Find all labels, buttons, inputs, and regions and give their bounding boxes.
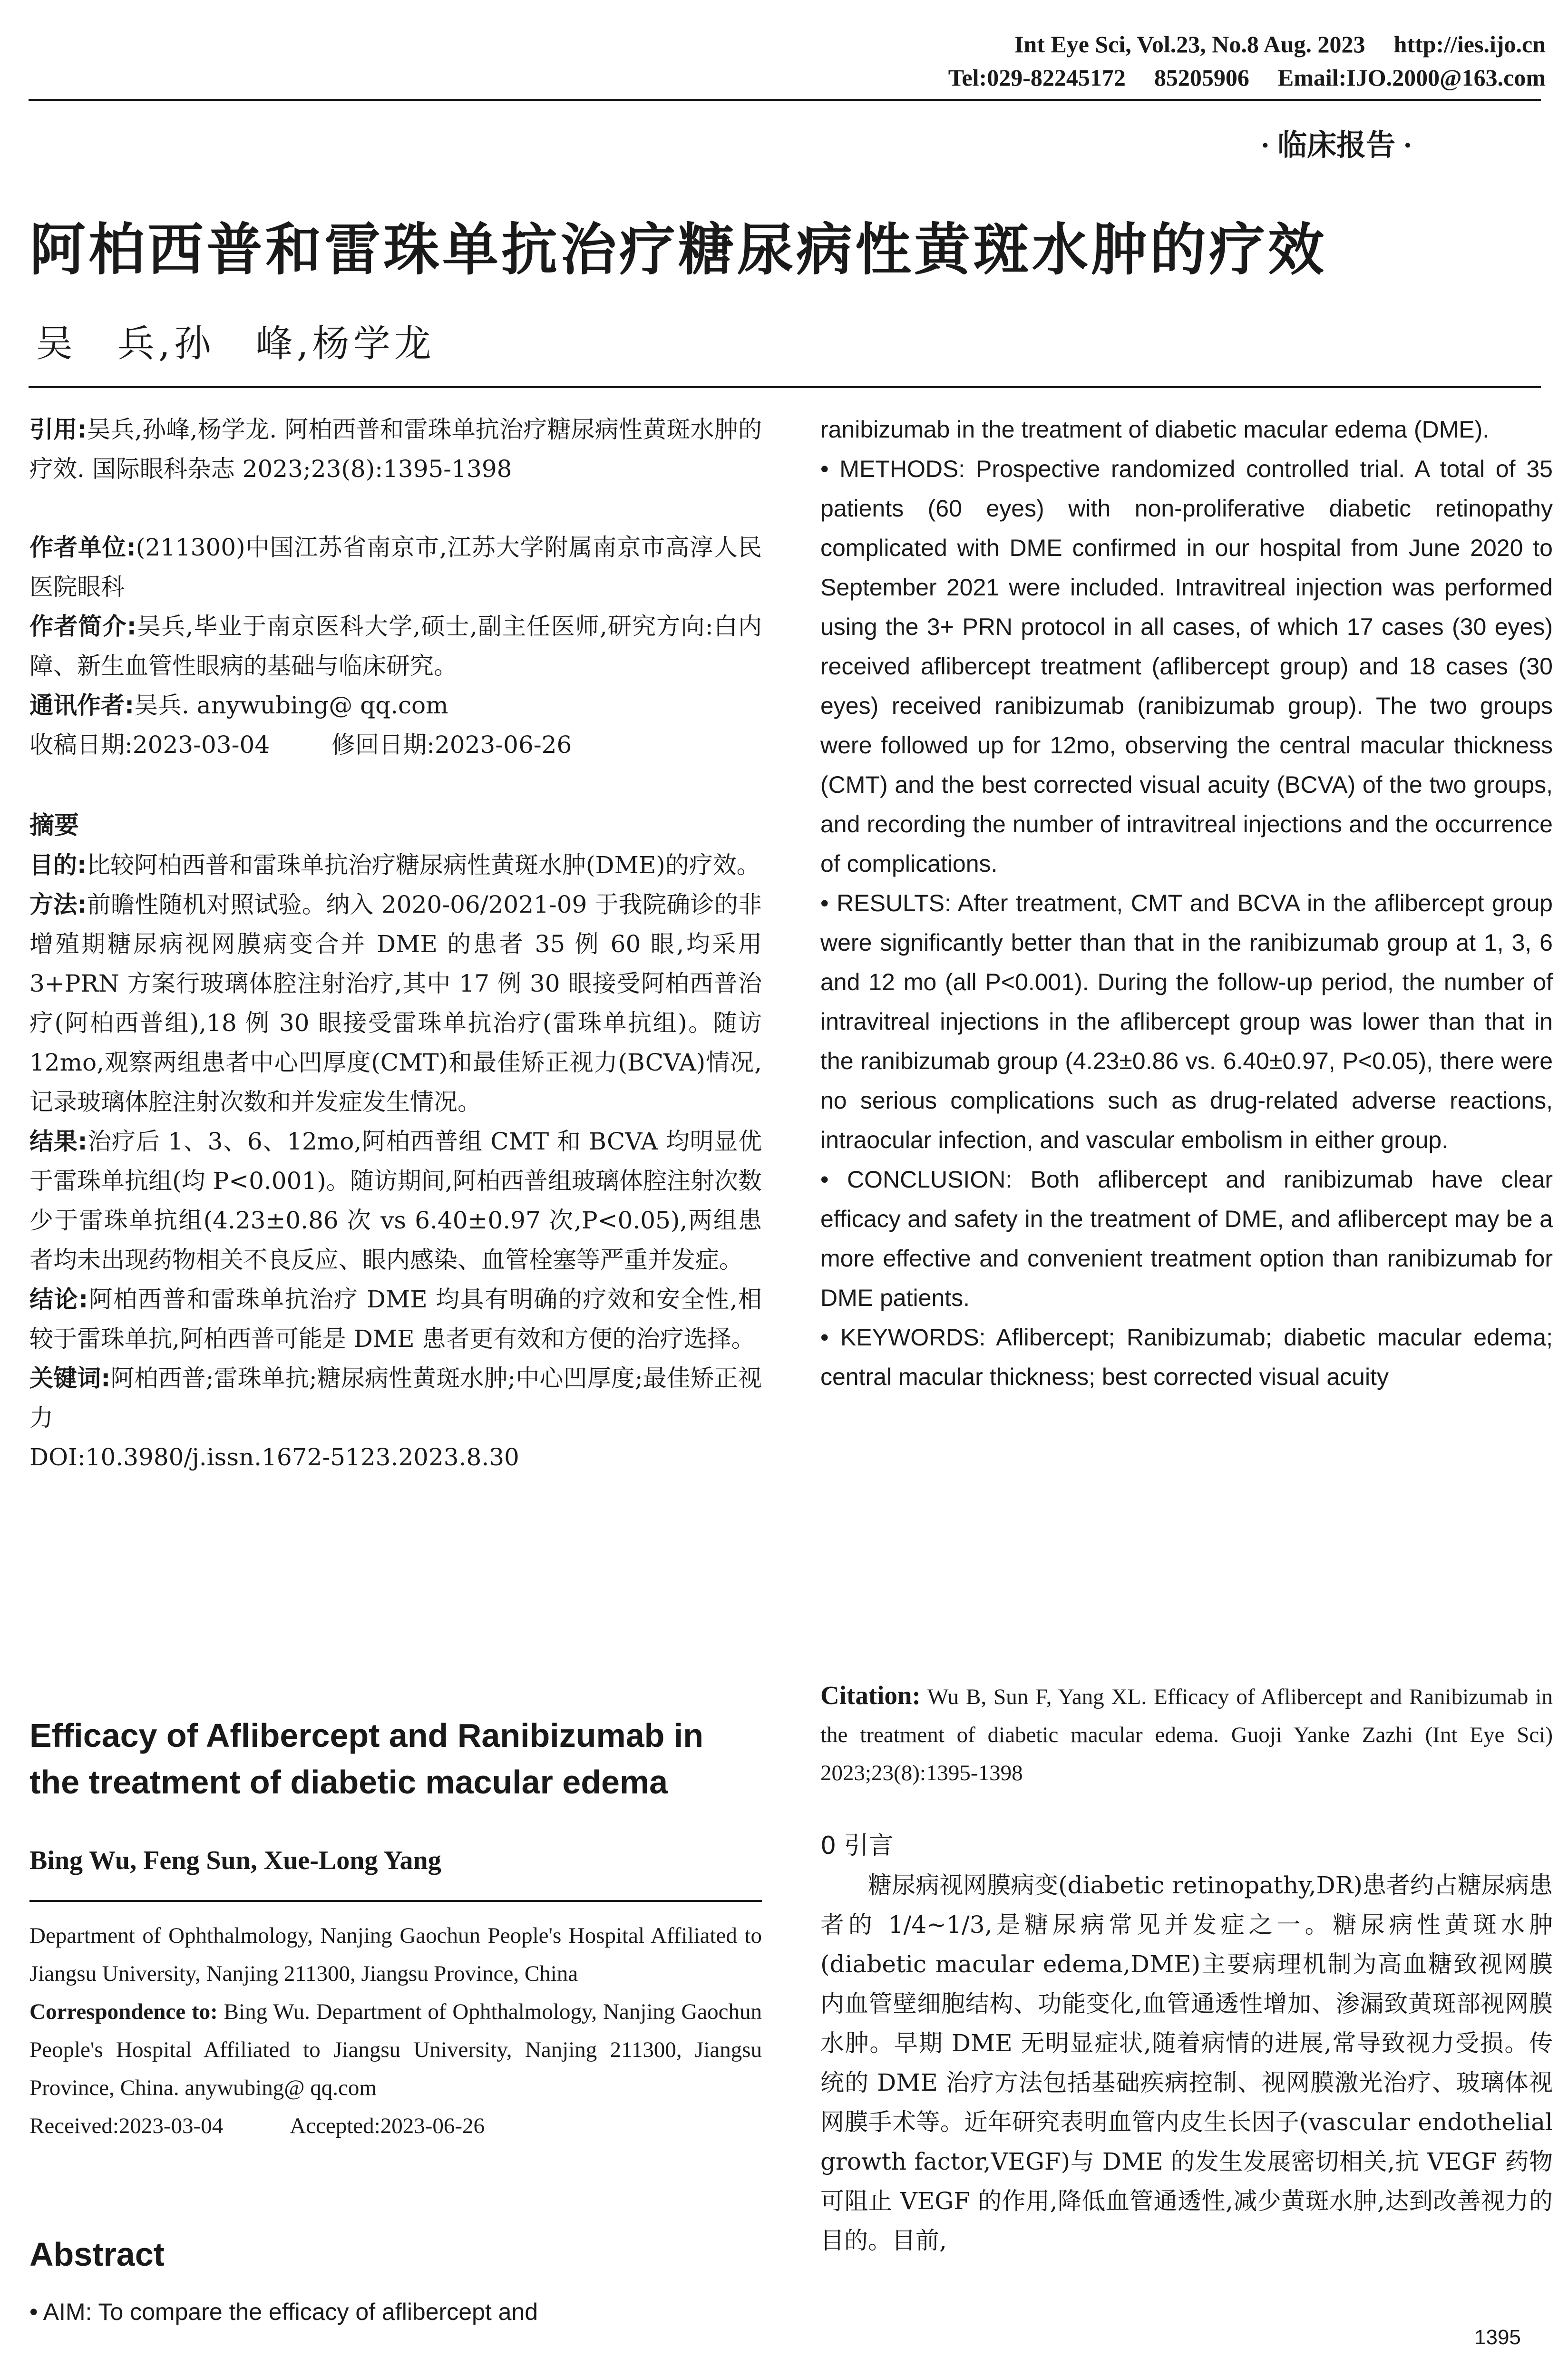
abstract-cn-objective-label: 目的: — [29, 851, 87, 879]
abstract-cn-results — [29, 1122, 762, 1280]
accepted-date-en: Accepted:2023-06-26 — [290, 2114, 485, 2138]
citation-en-text: Wu B, Sun F, Yang XL. Efficacy of Aflibercept and Ranibizumab in the treatment of diabetic macular edema. Guoji Yanke Zazhi (Int Eye Sci) 2023;23(8):1395-1398 — [820, 1685, 1553, 1785]
citation-cn-label: 引用: — [29, 416, 87, 443]
dates-cn — [29, 725, 762, 765]
journal-tel: Tel:029-82245172 — [948, 64, 1126, 91]
correspondence-en-label: Correspondence to: — [29, 1999, 218, 2024]
abstract-cn — [29, 806, 762, 1477]
abstract-cn-results-text: 治疗后 1、3、6、12mo,阿柏西普组 CMT 和 BCVA 均明显优于雷珠单抗组(均 P<0.001)。随访期间,阿柏西普组玻璃体腔注射次数少于雷珠单抗组(4.23±0.86 次 vs 6.40±0.97 次,P<0.05),两组患者均未出现药物相关不良反应、眼内感染、血管栓塞等严重并发症。 — [29, 1128, 762, 1274]
author-info-en — [29, 1917, 762, 2145]
page-number: 1395 — [1474, 2326, 1521, 2349]
authors-cn: 吴 兵,孙 峰,杨学龙 — [36, 322, 435, 365]
abstract-cn-keywords-text: 阿柏西普;雷珠单抗;糖尿病性黄斑水肿;中心凹厚度;最佳矫正视力 — [29, 1364, 762, 1432]
abstract-cn-conclusion-label: 结论: — [29, 1286, 88, 1313]
journal-header-line2 — [880, 61, 1546, 94]
abstract-cn-keywords-label: 关键词: — [29, 1364, 111, 1392]
abstract-cn-conclusion-text: 阿柏西普和雷珠单抗治疗 DME 均具有明确的疗效和安全性,相较于雷珠单抗,阿柏西普可能是 DME 患者更有效和方便的治疗选择。 — [29, 1286, 762, 1353]
authors-en-divider — [29, 1900, 762, 1902]
abstract-en-heading: Abstract — [29, 2236, 165, 2273]
correspondence-en-text: Bing Wu. Department of Ophthalmology, Nanjing Gaochun People's Hospital Affiliated to Jiangsu University, Nanjing 211300, Jiangsu Province, China. anywubing@ qq.com — [29, 1999, 762, 2100]
revised-date-cn: 修回日期:2023-06-26 — [331, 731, 572, 759]
abstract-cn-heading: 摘要 — [29, 811, 79, 840]
journal-volume: Int Eye Sci, Vol.23, No.8 Aug. 2023 — [1014, 31, 1365, 58]
abstract-cn-keywords — [29, 1359, 762, 1438]
article-title-cn: 阿柏西普和雷珠单抗治疗糖尿病性黄斑水肿的疗效 — [29, 217, 1327, 283]
author-info-cn — [29, 528, 762, 765]
abstract-cn-conclusion — [29, 1280, 762, 1359]
author-bio-cn — [29, 607, 762, 686]
corresponding-author-cn-label: 通讯作者: — [29, 692, 134, 719]
doi: DOI:10.3980/j.issn.1672-5123.2023.8.30 — [29, 1443, 519, 1471]
abstract-cn-methods — [29, 885, 762, 1122]
journal-header — [880, 28, 1546, 94]
affiliation-cn-label: 作者单位: — [29, 534, 136, 561]
affiliation-cn — [29, 528, 762, 607]
abstract-en-conclusion: • CONCLUSION: Both aflibercept and ranibizumab have clear efficacy and safety in the treatment of DME, and aflibercept may be a more effective and convenient treatment option than ranibizumab for DME patients. — [820, 1166, 1553, 1311]
abstract-en-results: • RESULTS: After treatment, CMT and BCVA in the aflibercept group were significantly better than that in the ranibizumab group at 1, 3, 6 and 12 mo (all P<0.001). During the follow-up period, the number of intravitreal injections in the aflibercept group was lower than that in the ranibizumab group (4.23±0.86 vs. 6.40±0.97, P<0.05), there were no serious complications such as drug-related adverse reactions, intraocular infection, and vascular embolism in either group. — [820, 890, 1553, 1153]
journal-email: Email:IJO.2000@163.com — [1277, 64, 1546, 91]
journal-url: http://ies.ijo.cn — [1393, 31, 1546, 58]
section-tag: · 临床报告 · — [1260, 129, 1413, 162]
abstract-en-keywords: • KEYWORDS: Aflibercept; Ranibizumab; diabetic macular edema; central macular thickness; best corrected visual acuity — [820, 1324, 1553, 1390]
introduction — [820, 1826, 1553, 2260]
received-date-en: Received:2023-03-04 — [29, 2114, 224, 2138]
citation-en-label: Citation: — [820, 1681, 921, 1710]
abstract-en — [820, 410, 1553, 1397]
abstract-en-aim-continued: ranibizumab in the treatment of diabetic macular edema (DME). — [820, 416, 1490, 443]
abstract-en-methods: • METHODS: Prospective randomized controlled trial. A total of 35 patients (60 eyes) with non-proliferative diabetic retinopathy complicated with DME confirmed in our hospital from June 2020 to September 2021 were included. Intravitreal injection was performed using the 3+ PRN protocol in all cases, of which 17 cases (30 eyes) received aflibercept treatment (aflibercept group) and 18 cases (30 eyes) received ranibizumab (ranibizumab group). The two groups were followed up for 12mo, observing the central macular thickness (CMT) and the best corrected visual acuity (BCVA) of the two groups, and recording the number of intravitreal injections and the occurrence of complications. — [820, 456, 1553, 877]
abstract-cn-methods-text: 前瞻性随机对照试验。纳入 2020-06/2021-09 于我院确诊的非增殖期糖尿病视网膜病变合并 DME 的患者 35 例 60 眼,均采用 3+PRN 方案行玻璃体腔注射治疗,其中 17 例 30 眼接受阿柏西普治疗(阿柏西普组),18 例 30 眼接受雷珠单抗治疗(雷珠单抗组)。随访 12mo,观察两组患者中心凹厚度(CMT)和最佳矫正视力(BCVA)情况,记录玻璃体腔注射次数和并发症发生情况。 — [29, 891, 762, 1116]
abstract-cn-objective-text: 比较阿柏西普和雷珠单抗治疗糖尿病性黄斑水肿(DME)的疗效。 — [87, 851, 760, 879]
authors-divider — [29, 386, 1541, 388]
corresponding-author-cn-text: 吴兵. anywubing@ qq.com — [134, 692, 448, 719]
affiliation-en: Department of Ophthalmology, Nanjing Gaochun People's Hospital Affiliated to Jiangsu University, Nanjing 211300, Jiangsu Province, China — [29, 1923, 762, 1986]
article-title-en: Efficacy of Aflibercept and Ranibizumab in the treatment of diabetic macular edema — [29, 1717, 704, 1801]
correspondence-en — [29, 1993, 762, 2107]
citation-en — [820, 1676, 1553, 1792]
corresponding-author-cn — [29, 686, 762, 725]
dates-en — [29, 2107, 762, 2145]
abstract-cn-results-label: 结果: — [29, 1128, 88, 1155]
author-bio-cn-label: 作者简介: — [29, 613, 136, 640]
header-divider — [29, 99, 1541, 101]
citation-cn — [29, 410, 762, 489]
affiliation-cn-text: (211300)中国江苏省南京市,江苏大学附属南京市高淳人民医院眼科 — [29, 534, 762, 601]
author-bio-cn-text: 吴兵,毕业于南京医科大学,硕士,副主任医师,研究方向:白内障、新生血管性眼病的基础与临床研究。 — [29, 613, 762, 680]
received-date-cn: 收稿日期:2023-03-04 — [29, 731, 270, 759]
introduction-paragraph: 糖尿病视网膜病变(diabetic retinopathy,DR)患者约占糖尿病患者的 1/4~1/3,是糖尿病常见并发症之一。糖尿病性黄斑水肿(diabetic macular edema,DME)主要病理机制为高血糖致视网膜内血管壁细胞结构、功能变化,血管通透性增加、渗漏致黄斑部视网膜水肿。早期 DME 无明显症状,随着病情的进展,常导致视力受损。传统的 DME 治疗方法包括基础疾病控制、视网膜激光治疗、玻璃体视网膜手术等。近年研究表明血管内皮生长因子(vascular endothelial growth factor,VEGF)与 DME 的发生发展密切相关,抗 VEGF 药物可阻止 VEGF 的作用,降低血管通透性,减少黄斑水肿,达到改善视力的目的。目前, — [820, 1871, 1553, 2254]
introduction-heading: 0 引言 — [820, 1831, 894, 1860]
citation-cn-text: 吴兵,孙峰,杨学龙. 阿柏西普和雷珠单抗治疗糖尿病性黄斑水肿的疗效. 国际眼科杂志 2023;23(8):1395-1398 — [29, 416, 762, 483]
abstract-en-aim-start: • AIM: To compare the efficacy of aflibercept and — [29, 2299, 538, 2325]
authors-en: Bing Wu, Feng Sun, Xue-Long Yang — [29, 1846, 441, 1875]
abstract-cn-objective — [29, 846, 762, 885]
journal-header-line1 — [880, 28, 1546, 61]
abstract-cn-methods-label: 方法: — [29, 891, 87, 918]
journal-fax: 85205906 — [1154, 64, 1249, 91]
